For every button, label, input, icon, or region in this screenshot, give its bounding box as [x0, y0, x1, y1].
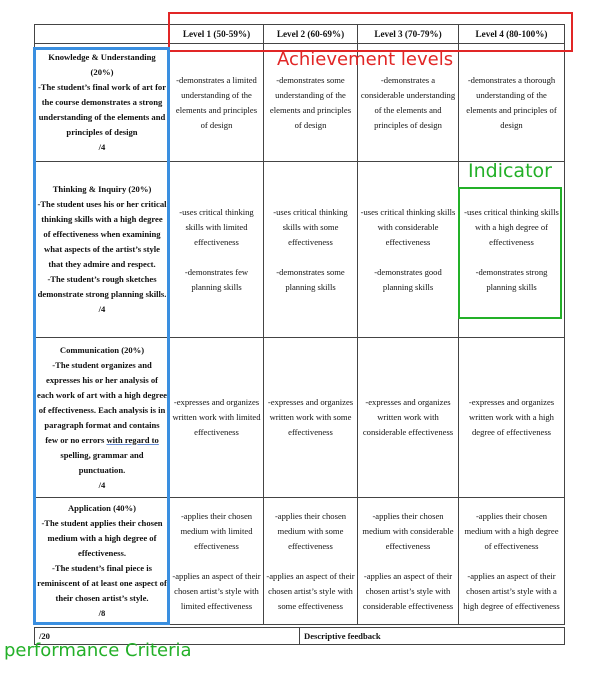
indicator-knowledge-l2: -demonstrates some understanding of the elements and principles of design: [264, 44, 358, 162]
indicator-thinking-l3-b: -demonstrates good planning skills: [374, 266, 442, 292]
indicator-application-l1-b: -applies an aspect of their chosen artist’s style with limited effectiveness: [172, 570, 261, 611]
indicator-thinking-l4-a: -uses critical thinking skills with a high degree of effectiveness: [464, 206, 559, 247]
indicator-knowledge-l4: -demonstrates a thorough understanding of the elements and principles of design: [459, 44, 565, 162]
indicator-application-l1: [170, 498, 264, 625]
indicator-application-l2-b: -applies an aspect of their chosen artist’s style with some effectiveness: [266, 570, 355, 611]
criteria-communication-underlined: with regard to: [106, 434, 159, 445]
performance-criteria-highlight: [33, 47, 170, 625]
indicator-application-l1-a: -applies their chosen medium with limited effectiveness: [180, 510, 253, 551]
performance-criteria-annotation: performance Criteria: [4, 640, 192, 661]
indicator-communication-l2: -expresses and organizes written work with some effectiveness: [264, 338, 358, 498]
level-1-header: Level 1 (50-59%): [170, 25, 264, 44]
descriptive-feedback-label: Descriptive feedback: [300, 628, 565, 645]
criteria-knowledge-desc: -The student’s final work of art for the course demonstrates a strong understanding of the elements and principles of design: [37, 82, 167, 137]
indicator-thinking-l3: [358, 162, 459, 338]
criteria-communication-mark: /4: [98, 479, 106, 490]
level-3-header: Level 3 (70-79%): [358, 25, 459, 44]
indicator-communication-l4: -expresses and organizes written work with a high degree of effectiveness: [459, 338, 565, 498]
indicator-application-l3: [358, 498, 459, 625]
criteria-knowledge-title: Knowledge & Understanding: [48, 52, 156, 62]
criteria-thinking-mark: /4: [98, 304, 106, 314]
criteria-knowledge-weight: (20%): [90, 67, 114, 77]
achievement-levels-highlight: [168, 12, 573, 52]
criteria-communication-desc: -The student organizes and expresses his or her analysis of each work of art with a high degree of effectiveness. Each analysis is in paragraph format and contains few or no errors: [37, 359, 167, 445]
header-blank-cell: [35, 25, 170, 44]
indicator-application-l4-b: -applies an aspect of their chosen artist’s style with a high degree of effectiveness: [463, 570, 560, 611]
indicator-thinking-l2-b: -demonstrates some planning skills: [276, 266, 345, 292]
criteria-thinking-desc2: -The student’s rough sketches demonstrate strong planning skills.: [37, 274, 167, 299]
indicator-thinking-l2-a: -uses critical thinking skills with some effectiveness: [273, 206, 348, 247]
criteria-application-mark: /8: [98, 608, 106, 618]
indicator-application-l2-a: -applies their chosen medium with some effectiveness: [274, 510, 347, 551]
indicator-highlight: [458, 187, 562, 319]
criteria-communication-desc-end: spelling, grammar and punctuation.: [60, 449, 144, 475]
criteria-application-title: Application (40%): [67, 503, 137, 513]
level-2-header: Level 2 (60-69%): [264, 25, 358, 44]
criteria-knowledge-mark: /4: [98, 142, 106, 152]
indicator-knowledge-l1: -demonstrates a limited understanding of the elements and principles of design: [170, 44, 264, 162]
indicator-application-l3-a: -applies their chosen medium with considerable effectiveness: [362, 510, 454, 551]
criteria-thinking-title: Thinking & Inquiry (20%): [52, 184, 152, 194]
indicator-thinking-l4-b: -demonstrates strong planning skills: [475, 266, 548, 292]
indicator-application-l4: [459, 498, 565, 625]
indicator-thinking-l1: [170, 162, 264, 338]
indicator-annotation: Indicator: [468, 160, 552, 182]
indicator-application-l3-b: -applies an aspect of their chosen artist’s style with considerable effectiveness: [362, 570, 454, 611]
total-mark: /20: [35, 628, 300, 645]
indicator-thinking-l1-a: -uses critical thinking skills with limited effectiveness: [179, 206, 254, 247]
criteria-application-desc1: -The student applies their chosen medium with a high degree of effectiveness.: [41, 518, 163, 558]
level-4-header: Level 4 (80-100%): [459, 25, 565, 44]
indicator-knowledge-l3: -demonstrates a considerable understanding of the elements and principles of design: [358, 44, 459, 162]
indicator-application-l2: [264, 498, 358, 625]
achievement-levels-annotation: Achievement levels: [277, 49, 454, 70]
criteria-communication-title: Communication (20%): [59, 344, 145, 355]
indicator-thinking-l1-b: -demonstrates few planning skills: [184, 266, 249, 292]
indicator-communication-l1: -expresses and organizes written work with limited effectiveness: [170, 338, 264, 498]
criteria-application-desc2: -The student’s final piece is reminiscent of at least one aspect of their chosen artist’s style.: [37, 563, 167, 603]
criteria-thinking-desc1: -The student uses his or her critical thinking skills with a high degree of effectiveness when examining what aspects of the artist’s style that they admire and respect.: [37, 199, 167, 269]
indicator-thinking-l2: [264, 162, 358, 338]
indicator-application-l4-a: -applies their chosen medium with a high degree of effectiveness: [464, 510, 559, 551]
indicator-thinking-l3-a: -uses critical thinking skills with considerable effectiveness: [360, 206, 456, 247]
indicator-communication-l3: -expresses and organizes written work with considerable effectiveness: [358, 338, 459, 498]
